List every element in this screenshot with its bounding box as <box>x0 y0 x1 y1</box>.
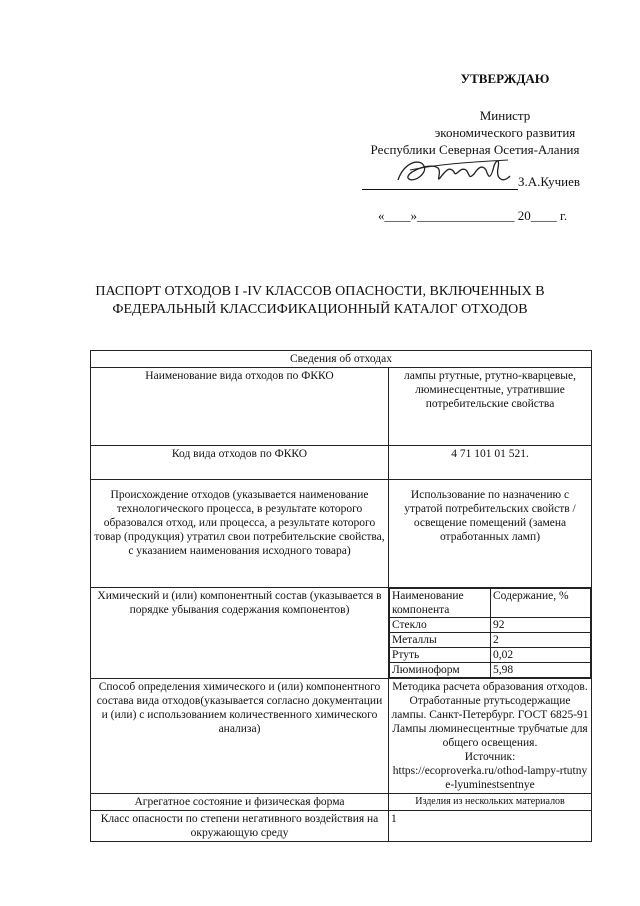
composition-header-name: Наименование компонента <box>390 589 491 618</box>
table-header: Сведения об отходах <box>91 351 592 368</box>
row-label-composition: Химический и (или) компонентный состав (указывается в порядке убывания содержания компонентов) <box>91 588 389 679</box>
approval-position-line2: экономического развития <box>434 125 576 140</box>
row-label-method: Способ определения химического и (или) компонентного состава вида отходов(указывается согласно документации и (или) с использованием количественного химического анализа) <box>91 679 389 794</box>
row-label-code: Код вида отходов по ФККО <box>91 446 389 480</box>
composition-row <box>390 618 591 633</box>
document-title-line2: ФЕДЕРАЛЬНЫЙ КЛАССИФИКАЦИОННЫЙ КАТАЛОГ ОТХОДОВ <box>112 302 528 317</box>
row-value-state: Изделия из нескольких материалов <box>389 794 592 811</box>
document-title-line1: ПАСПОРТ ОТХОДОВ I -IV КЛАССОВ ОПАСНОСТИ, ВКЛЮЧЕННЫХ В <box>95 284 545 299</box>
composition-cell <box>389 588 592 679</box>
row-label-name: Наименование вида отходов по ФККО <box>91 368 389 446</box>
source-url: https://ecoproverka.ru/othod-lampy-rtutnye-lyuminestsentnye <box>392 765 588 791</box>
component-name: Стекло <box>390 618 491 633</box>
table-row <box>91 588 592 679</box>
row-value-method <box>389 679 592 794</box>
component-content: 5,98 <box>491 663 591 678</box>
component-content: 92 <box>491 618 591 633</box>
component-content: 2 <box>491 633 591 648</box>
component-name: Люминоформ <box>390 663 491 678</box>
table-row <box>91 480 592 588</box>
method-text: Методика расчета образования отходов. Отработанные ртутьсодержащие лампы. Санкт-Петербург. ГОСТ 6825-91 Лампы люминесцентные трубчатые для общего освещения. <box>391 681 589 749</box>
table-row <box>91 446 592 480</box>
table-row <box>91 368 592 446</box>
table-row <box>91 811 592 842</box>
approval-block <box>330 70 620 158</box>
row-label-hazard-class: Класс опасности по степени негативного воздействия на окружающую среду <box>91 811 389 842</box>
approval-position-line3: Республики Северная Осетия-Алания <box>370 142 580 157</box>
component-name: Металлы <box>390 633 491 648</box>
row-value-hazard-class: 1 <box>389 811 592 842</box>
document-title <box>70 283 570 319</box>
table-row <box>91 794 592 811</box>
table-row <box>91 679 592 794</box>
composition-row <box>390 633 591 648</box>
component-name: Ртуть <box>390 648 491 663</box>
row-label-origin: Происхождение отходов (указывается наименование технологического процесса, в результате которого образовался отход, или процесса, а результате которого товар (продукция) утратил свои потребительские свойства, с указанием наименования исходного товара) <box>91 480 389 588</box>
composition-row <box>390 663 591 678</box>
composition-header-content: Содержание, % <box>491 589 591 618</box>
row-value-name: лампы ртутные, ртутно-кварцевые, люминесцентные, утратившие потребительские свойства <box>389 368 592 446</box>
approval-date: «____»_______________ 20____ г. <box>378 208 568 223</box>
composition-table <box>389 588 591 678</box>
waste-info-table <box>90 350 592 842</box>
component-content: 0,02 <box>491 648 591 663</box>
source-label: Источник: <box>464 751 516 763</box>
handwritten-signature <box>390 156 520 190</box>
composition-row <box>390 648 591 663</box>
row-value-origin: Использование по назначению с утратой потребительских свойств /освещение помещений (замена отработанных ламп) <box>389 480 592 588</box>
approval-position-line1: Министр <box>479 108 531 123</box>
row-value-code: 4 71 101 01 521. <box>389 446 592 480</box>
approval-title: УТВЕРЖДАЮ <box>460 71 550 86</box>
row-label-state: Агрегатное состояние и физическая форма <box>91 794 389 811</box>
signature-row <box>362 166 602 192</box>
signer-name: З.А.Кучиев <box>518 174 580 189</box>
